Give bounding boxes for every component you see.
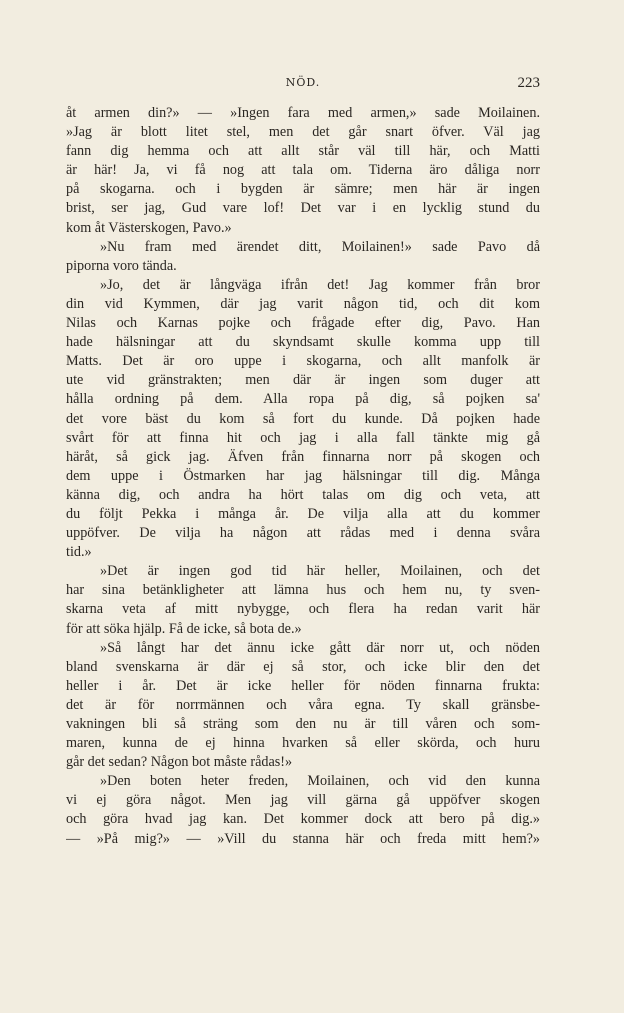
text-line: maren, kunna de ej hinna hvarken så eller skörda, och huru: [66, 735, 540, 752]
text-line: »Så långt har det ännu icke gått där norr ut, och nöden: [100, 639, 540, 656]
text-line: hålla ordning på dem. Alla ropa på dig, så pojken sa': [66, 391, 540, 408]
text-line: går det sedan? Någon bot måste rådas!»: [66, 754, 293, 771]
text-line: har sina betänkligheter att lämna hus och hem nu, ty sven-: [66, 582, 540, 599]
text-line: uppöfver. De vilja ha någon att rådas med i denna svåra: [66, 525, 540, 542]
text-line: brist, ser jag, Gud vare lof! Det var i en lycklig stund du: [66, 200, 540, 217]
text-line: vi ej göra något. Men jag vill gärna gå uppöfver skogen: [66, 792, 540, 809]
text-line: ute vid gränstrakten; men där är ingen som duger att: [66, 372, 540, 389]
text-line: piporna voro tända.: [66, 257, 177, 274]
text-line: åt armen din?» — »Ingen fara med armen,» sade Moilainen.: [66, 105, 540, 121]
running-head: NÖD.: [285, 76, 321, 89]
page-number: 223: [517, 75, 540, 91]
text-line: är här! Ja, vi få nog att tala om. Tiderna äro dåliga norr: [66, 162, 540, 179]
text-line: Matts. Det är oro uppe i skogarna, och allt manfolk är: [66, 353, 540, 370]
text-line: »Det är ingen god tid här heller, Moilainen, och det: [100, 563, 540, 580]
text-line: det är för norrmännen och våra egna. Ty skall gränsbe-: [66, 696, 540, 713]
text-line: svårt för att finna hit och jag i alla fall tänkte mig gå: [66, 429, 540, 446]
text-line: bland svenskarna är där ej så stor, och icke blir den det: [66, 658, 540, 675]
text-line: »Jag är blott litet stel, men det går snart öfver. Väl jag: [66, 124, 540, 141]
text-line: din vid Kymmen, där jag varit någon tid, och dit kom: [66, 295, 540, 312]
text-line: »Nu fram med ärendet ditt, Moilainen!» sade Pavo då: [100, 238, 540, 255]
page-header: [66, 76, 540, 96]
body-text: [66, 104, 540, 849]
text-line: fann dig hemma och att allt står väl till här, och Matti: [66, 143, 540, 160]
text-line: — »På mig?» — »Vill du stanna här och freda mitt hem?»: [66, 830, 540, 847]
text-line: hade hälsningar att du skyndsamt skulle komma upp till: [66, 334, 540, 351]
text-line: skarna veta af mitt nybygge, och flera ha redan varit här: [66, 601, 540, 618]
text-line: »Jo, det är långväga ifrån det! Jag kommer från bror: [100, 276, 540, 293]
text-line: för att söka hjälp. Få de icke, så bota de.»: [66, 620, 302, 637]
text-line: vakningen bli så sträng som den nu är till våren och som-: [66, 716, 540, 732]
text-line: »Den boten heter freden, Moilainen, och vid den kunna: [100, 773, 540, 790]
text-line: tid.»: [66, 544, 92, 561]
text-line: det vore bäst du kom så fort du kunde. Då pojken hade: [66, 410, 540, 427]
text-line: känna dig, och andra ha hört talas om dig och veta, att: [66, 486, 540, 503]
text-line: häråt, så gick jag. Äfven från finnarna norr på skogen och: [66, 448, 540, 465]
text-line: dem uppe i Östmarken har jag hälsningar till dig. Många: [66, 467, 540, 484]
text-line: på skogarna. och i bygden är sämre; men här är ingen: [66, 181, 540, 198]
text-line: Nilas och Karnas pojke och frågade efter dig, Pavo. Han: [66, 315, 540, 332]
text-line: heller i år. Det är icke heller för nöden finnarna frukta:: [66, 677, 540, 694]
text-line: och göra hvad jag kan. Det kommer dock att bero på dig.»: [66, 811, 540, 828]
text-line: kom åt Västerskogen, Pavo.»: [66, 219, 232, 236]
text-line: du följt Pekka i många år. De vilja alla att du kommer: [66, 505, 540, 522]
